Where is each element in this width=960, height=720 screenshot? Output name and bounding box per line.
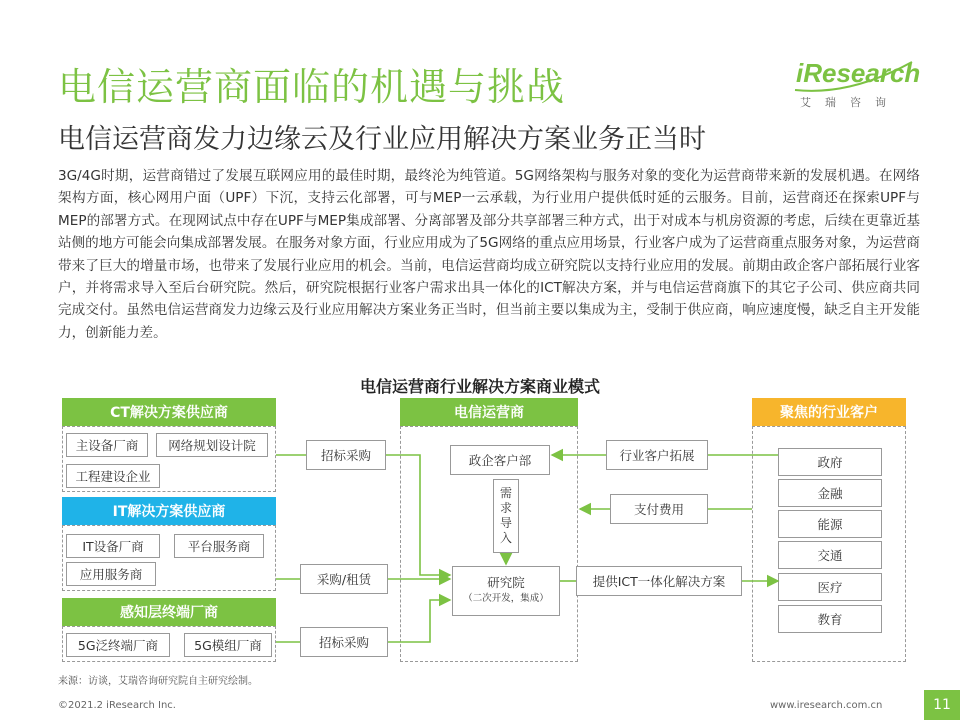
research-institute-note: （二次开发，集成） — [463, 593, 549, 604]
flow-customer-expansion: 行业客户拓展 — [606, 440, 708, 470]
it-item-equipment: IT设备厂商 — [66, 534, 160, 558]
customer-medical: 医疗 — [778, 573, 882, 601]
demand-import-label — [493, 479, 519, 553]
logo-word: iResearch — [796, 58, 921, 88]
research-institute-label: 研究院 — [487, 575, 525, 590]
ct-item-network-planning: 网络规划设计院 — [156, 433, 268, 457]
demand-char-3: 导 — [499, 516, 512, 530]
research-institute — [452, 566, 560, 616]
customer-finance: 金融 — [778, 479, 882, 507]
logo-subtitle: 艾瑞咨询 — [800, 96, 900, 109]
customer-energy: 能源 — [778, 510, 882, 538]
body-paragraph: 3G/4G时期，运营商错过了发展互联网应用的最佳时期，最终沦为纯管道。5G网络架构与服务对象的变化为运营商带来新的发展机遇。在网络架构方面，核心网用户面（UPF）下沉，支持云化部署，可与MEP一云承载，为行业用户提供低时延的云服务。目前，运营商还在探索UPF与MEP的部署方式。在现网试点中存在UPF与MEP集成部署、分离部署及部分共享部署三种方式，出于对成本与机房资源的考虑，后续在更靠近基站侧的地方可能会向集成部署发展。在服务对象方面，行业应用成为了5G网络的重点应用场景，行业客户成为了运营商重点服务对象，为运营商带来了巨大的增量市场，也带来了发展行业应用的机会。当前，电信运营商均成立研究院以支持行业应用的发展。前期由政企客户部拓展行业客户，并将需求导入至后台研究院。然后，研究院根据行业客户需求出具一体化的ICT解决方案，并与电信运营商旗下的其它子公司、供应商共同完成交付。虽然电信运营商发力边缘云及行业应用解决方案业务正当时，但当前主要以集成为主，受制于供应商，响应速度慢，缺乏自主开发能力，创新能力差。 — [58, 168, 920, 341]
customer-government: 政府 — [778, 448, 882, 476]
page-title: 电信运营商面临的机遇与挑战 — [58, 65, 566, 109]
diagram-title: 电信运营商行业解决方案商业模式 — [359, 377, 600, 396]
it-item-platform: 平台服务商 — [174, 534, 264, 558]
customers-header: 聚焦的行业客户 — [752, 398, 906, 426]
it-item-application: 应用服务商 — [66, 562, 156, 586]
copyright: ©2021.2 iResearch Inc. — [58, 700, 176, 711]
gov-enterprise-dept: 政企客户部 — [450, 445, 550, 475]
page-number: 11 — [924, 690, 960, 720]
customer-transport: 交通 — [778, 541, 882, 569]
page-subtitle: 电信运营商发力边缘云及行业应用解决方案业务正当时 — [58, 124, 706, 155]
demand-char-1: 需 — [499, 486, 512, 500]
demand-char-4: 入 — [499, 531, 512, 545]
ct-item-engineering: 工程建设企业 — [66, 464, 160, 488]
ct-supplier-header: CT解决方案供应商 — [62, 398, 276, 426]
demand-char-2: 求 — [499, 501, 512, 515]
iresearch-logo — [790, 56, 920, 116]
source-note: 来源：访谈，艾瑞咨询研究院自主研究绘制。 — [58, 676, 258, 687]
flow-payment: 支付费用 — [610, 494, 708, 524]
sensor-item-module: 5G模组厂商 — [184, 633, 272, 657]
ct-item-main-equipment: 主设备厂商 — [66, 433, 148, 457]
it-supplier-header: IT解决方案供应商 — [62, 497, 276, 525]
operator-header: 电信运营商 — [400, 398, 578, 426]
it-link-label: 采购/租赁 — [300, 564, 388, 594]
footer-url: www.iresearch.com.cn — [770, 700, 883, 711]
customer-education: 教育 — [778, 605, 882, 633]
flow-ict-solution: 提供ICT一体化解决方案 — [576, 566, 742, 596]
ct-link-label: 招标采购 — [306, 440, 386, 470]
sensor-supplier-header: 感知层终端厂商 — [62, 598, 276, 626]
sensor-item-terminal: 5G泛终端厂商 — [66, 633, 170, 657]
sensor-link-label: 招标采购 — [300, 627, 388, 657]
